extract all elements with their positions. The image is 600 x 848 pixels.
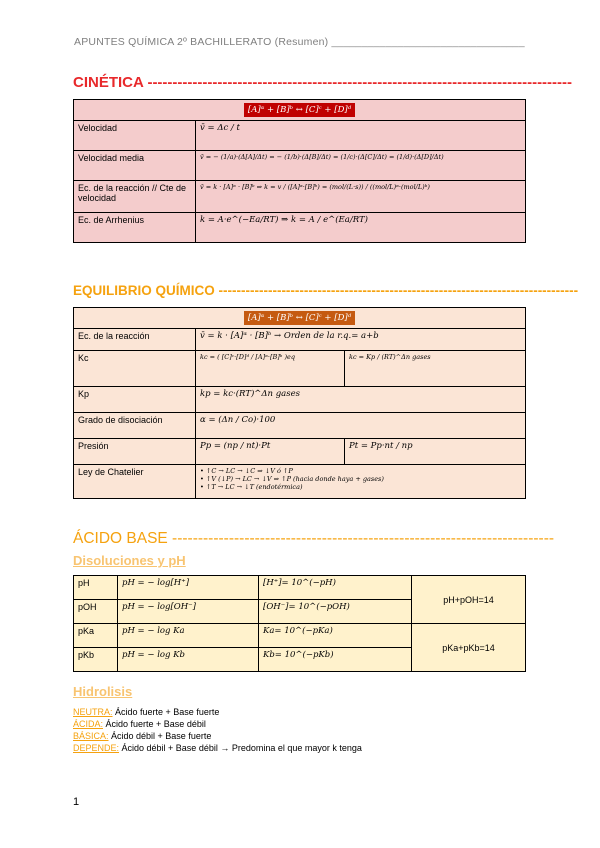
acido-base-table — [73, 575, 526, 672]
equilibrio-reaction-header: [A]ᵅ + [B]ᵇ ↔ [C]ᶜ + [D]ᵈ — [244, 311, 355, 325]
row-label-arrhenius: Ec. de Arrhenius — [74, 213, 196, 243]
page-header: APUNTES QUÍMICA 2º BACHILLERATO (Resumen) ________________________________ — [74, 36, 525, 48]
row-label-chatelier: Ley de Chatelier — [74, 465, 196, 499]
formula-kc: kc = ( [C]ᶜ·[D]ᵈ / [A]ᵅ·[B]ᵇ )eq — [196, 351, 345, 387]
row-label-velocidad-media: Velocidad media — [74, 151, 196, 181]
row-label-presion: Presión — [74, 439, 196, 465]
hidrolisis-key-acida: ÁCIDA: — [73, 719, 104, 729]
formula-h-conc: [H⁺]= 10^(−pH) — [259, 576, 412, 600]
formula-chatelier — [196, 465, 526, 499]
row-label-kc: Kc — [74, 351, 196, 387]
hidrolisis-key-depende: DEPENDE: — [73, 743, 120, 753]
formula-presion-2: Pt = Pp·nt / np — [345, 439, 526, 465]
section-title-equilibrio: EQUILIBRIO QUÍMICO -------------------------------------------------------------------------------- — [73, 283, 579, 298]
formula-ka: Ka= 10^(−pKa) — [259, 624, 412, 648]
chatelier-line-2: • ↑V (↓P) → LC → ↓V ⇒ ↑P (hacia donde haya + gases) — [200, 475, 384, 483]
formula-ec-reaccion: v̄ = k · [A]ᵅ · [B]ᵇ ⇒ k = v / ([A]ᵅ·[B]ᵇ) = (mol/(L·s)) / ((mol/L)ᵅ·(mol/L)ᵇ) — [196, 181, 526, 213]
formula-pka: pH = − log Ka — [118, 624, 259, 648]
formula-velocidad-media: v̄ = − (1/a)·(Δ[A]/Δt) = − (1/b)·(Δ[B]/Δt) = (1/c)·(Δ[C]/Δt) = (1/d)·(Δ[D]/Δt) — [196, 151, 526, 181]
sum-pka-pkb: pKa+pKb=14 — [412, 624, 526, 672]
row-label-pkb: pKb — [74, 648, 118, 672]
row-label-ph: pH — [74, 576, 118, 600]
formula-grado-disociacion: α = (Δn / Co)·100 — [196, 413, 526, 439]
formula-oh-conc: [OH⁻]= 10^(−pOH) — [259, 600, 412, 624]
formula-kb: Kb= 10^(−pKb) — [259, 648, 412, 672]
row-label-ec-reaccion-eq: Ec. de la reacción — [74, 329, 196, 351]
formula-presion: Pp = (np / nt)·Pt — [196, 439, 345, 465]
page-number: 1 — [73, 796, 80, 808]
hidrolisis-text-neutra: Ácido fuerte + Base fuerte — [112, 707, 220, 717]
section-title-cinetica: CINÉTICA ------------------------------------------------------------------------------------- — [73, 74, 573, 91]
chatelier-line-1: • ↑C → LC → ↓C ⇒ ↓V ó ↑P — [200, 467, 293, 475]
formula-kp: kp = kc·(RT)^Δn gases — [196, 387, 526, 413]
formula-pkb: pH = − log Kb — [118, 648, 259, 672]
cinetica-reaction-header: [A]ᵅ + [B]ᵇ ↔ [C]ᶜ + [D]ᵈ — [244, 103, 355, 117]
sum-ph-poh: pH+pOH=14 — [412, 576, 526, 624]
row-label-kp: Kp — [74, 387, 196, 413]
row-label-grado-disociacion: Grado de disociación — [74, 413, 196, 439]
row-label-velocidad: Velocidad — [74, 121, 196, 151]
row-label-ec-reaccion: Ec. de la reacción // Cte de velocidad — [74, 181, 196, 213]
hidrolisis-text-depende: Ácido débil + Base débil → Predomina el que mayor k tenga — [119, 743, 362, 753]
subtitle-hidrolisis: Hidrolisis — [73, 684, 133, 699]
hidrolisis-item-depende — [73, 742, 362, 754]
formula-kc-2: kc = Kp / (RT)^Δn gases — [345, 351, 526, 387]
hidrolisis-text-basica: Ácido débil + Base fuerte — [108, 731, 212, 741]
hidrolisis-item-basica — [73, 730, 211, 742]
hidrolisis-key-basica: BÁSICA: — [73, 731, 109, 741]
formula-arrhenius: k = A·e^(−Ea/RT) ⇒ k = A / e^(Ea/RT) — [196, 213, 526, 243]
formula-poh: pH = − log[OH⁻] — [118, 600, 259, 624]
formula-velocidad: v̄ = Δc / t — [196, 121, 526, 151]
hidrolisis-item-acida — [73, 718, 206, 730]
section-title-acido-base: ÁCIDO BASE -------------------------------------------------------------------------- — [73, 530, 555, 547]
hidrolisis-key-neutra: NEUTRA: — [73, 707, 113, 717]
cinetica-table — [73, 99, 526, 243]
chatelier-line-3: • ↑T → LC → ↓T (endotérmica) — [200, 483, 303, 491]
row-label-pka: pKa — [74, 624, 118, 648]
hidrolisis-item-neutra — [73, 706, 219, 718]
row-label-poh: pOH — [74, 600, 118, 624]
equilibrio-table — [73, 307, 526, 499]
hidrolisis-text-acida: Ácido fuerte + Base débil — [103, 719, 206, 729]
formula-ec-reaccion-eq: v̄ = k · [A]ᵅ · [B]ᵇ → Orden de la r.q.= a+b — [196, 329, 526, 351]
subtitle-disoluciones: Disoluciones y pH — [73, 553, 186, 568]
formula-ph: pH = − log[H⁺] — [118, 576, 259, 600]
